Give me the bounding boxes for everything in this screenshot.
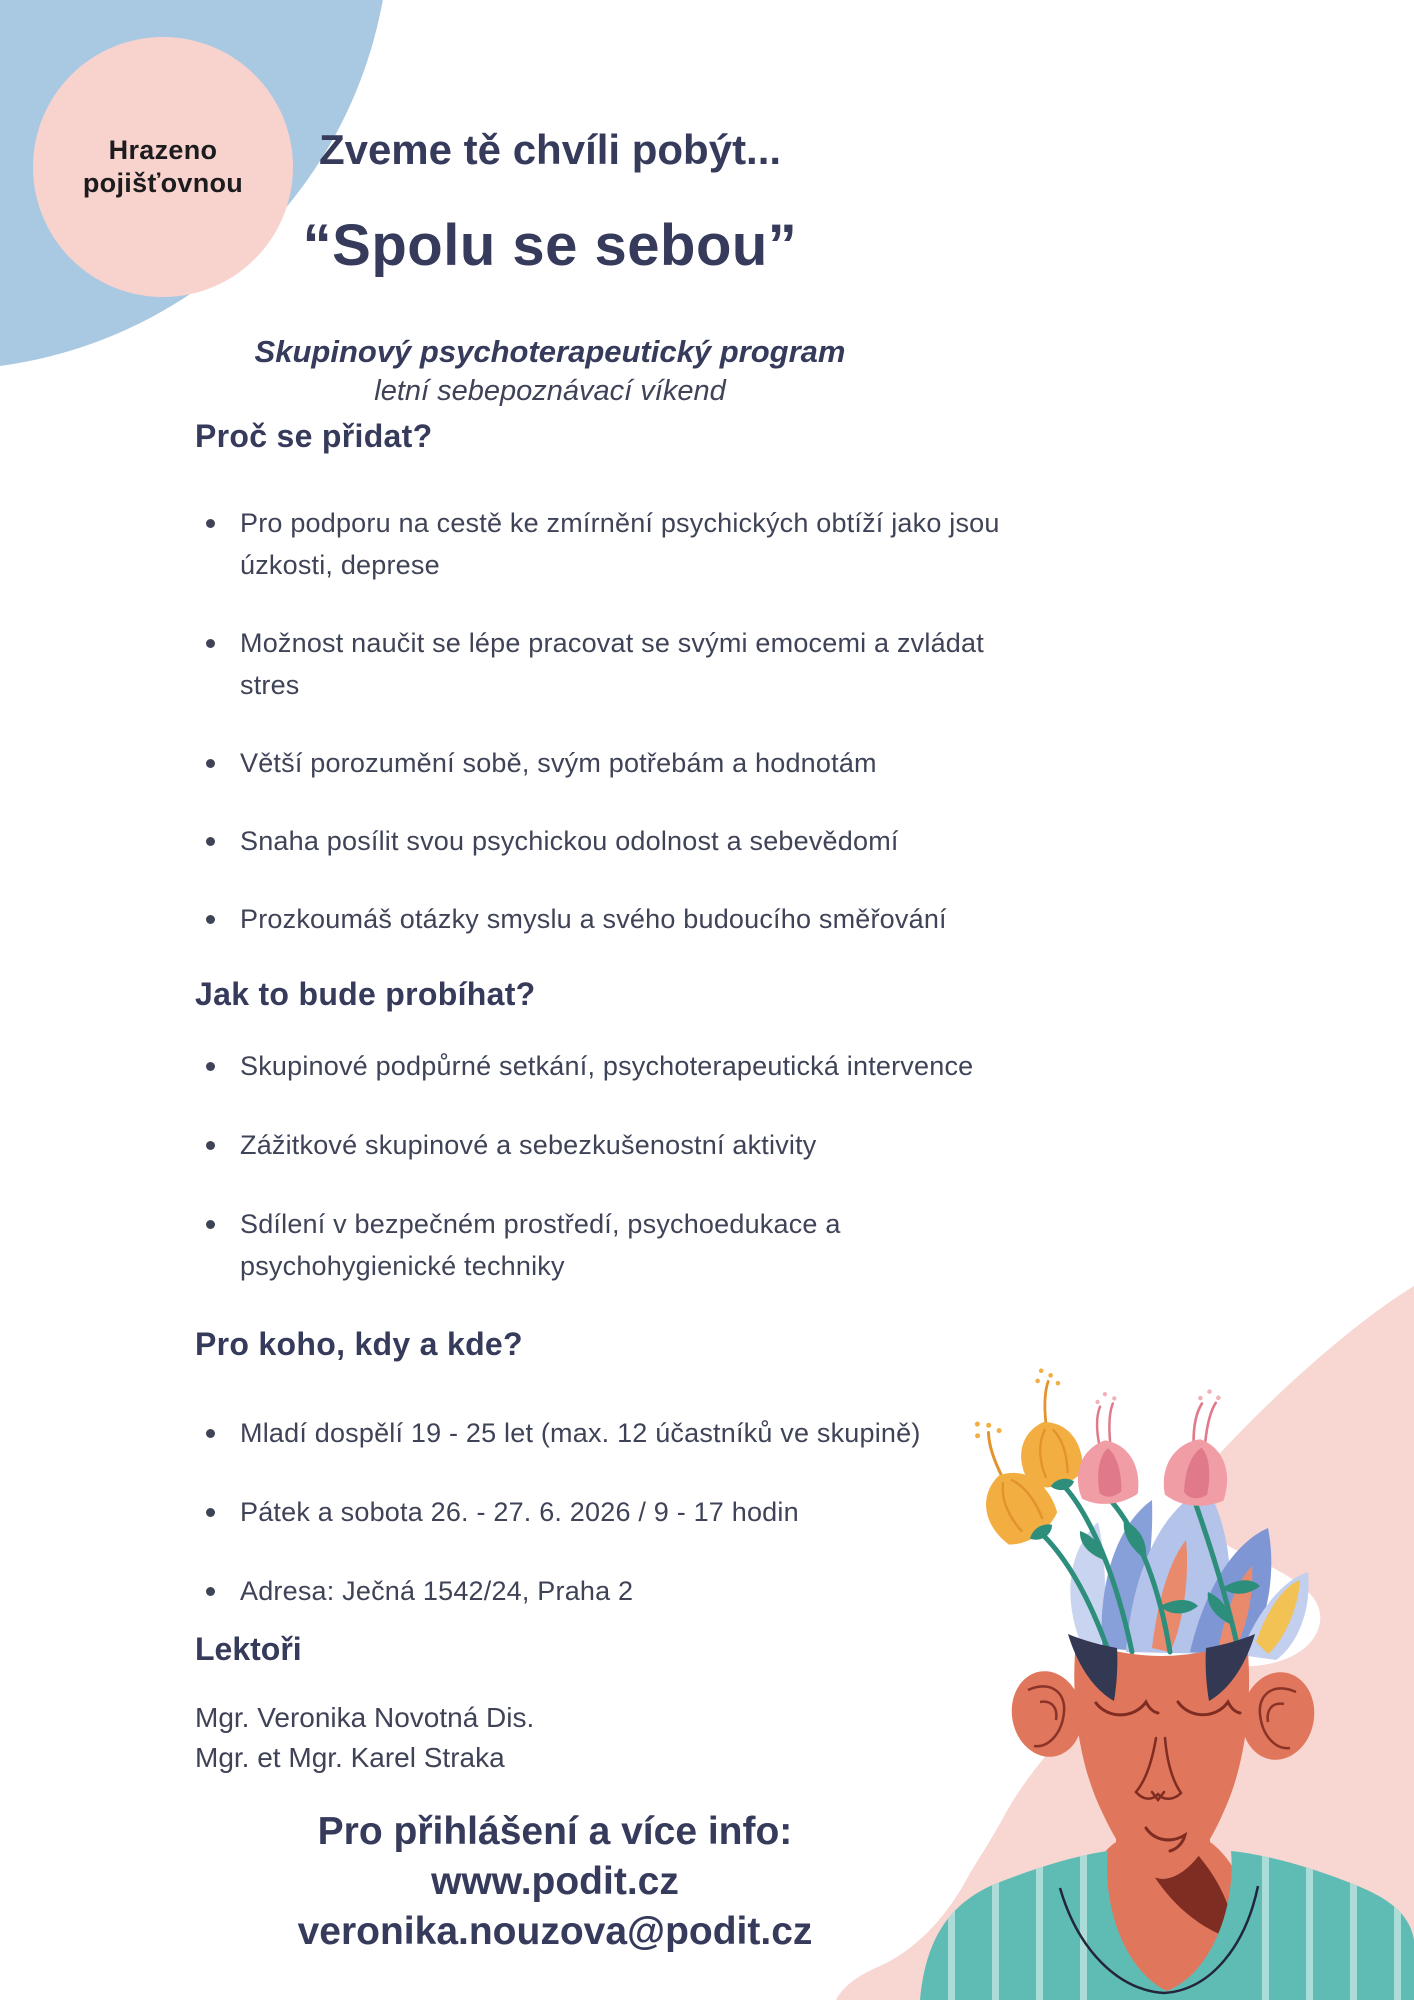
list-item: Možnost naučit se lépe pracovat se svými emocemi a zvládat stres xyxy=(240,622,1050,706)
contact-intro: Pro přihlášení a více info: xyxy=(317,1810,793,1853)
badge-line-1: Hrazeno xyxy=(108,135,218,165)
list-item: Zážitkové skupinové a sebezkušenostní aktivity xyxy=(240,1124,1050,1166)
list-item: Mladí dospělí 19 - 25 let (max. 12 účastníků ve skupině) xyxy=(240,1412,1050,1454)
page-title: “Spolu se sebou” xyxy=(302,213,798,278)
weekend-subtitle: letní sebepoznávací víkend xyxy=(374,375,726,407)
list-item: Prozkoumáš otázky smyslu a svého budoucího směřování xyxy=(240,898,1050,940)
section-heading-who-when-where: Pro koho, kdy a kde? xyxy=(195,1326,523,1362)
badge-line-2: pojišťovnou xyxy=(82,168,244,198)
why-join-list xyxy=(240,502,1050,976)
section-heading-how-it-works: Jak to bude probíhat? xyxy=(195,976,536,1012)
website-url: www.podit.cz xyxy=(431,1860,679,1903)
list-item: Pátek a sobota 26. - 27. 6. 2026 / 9 - 17 hodin xyxy=(240,1491,1050,1533)
list-item: Pro podporu na cestě ke zmírnění psychických obtíží jako jsou úzkosti, deprese xyxy=(240,502,1050,586)
lecturer-name: Mgr. Veronika Novotná Dis. xyxy=(195,1702,535,1733)
contact-email: veronika.nouzova@podit.cz xyxy=(297,1910,813,1953)
lecturer-names xyxy=(195,1698,534,1778)
list-item: Větší porozumění sobě, svým potřebám a hodnotám xyxy=(240,742,1050,784)
list-item: Skupinové podpůrné setkání, psychoterapeutická intervence xyxy=(240,1045,1050,1087)
section-heading-why-join: Proč se přidat? xyxy=(195,418,433,454)
list-item: Adresa: Ječná 1542/24, Praha 2 xyxy=(240,1570,1050,1612)
program-subtitle: Skupinový psychoterapeutický program xyxy=(254,334,846,369)
list-item: Snaha posílit svou psychickou odolnost a sebevědomí xyxy=(240,820,1050,862)
list-item: Sdílení v bezpečném prostředí, psychoedukace a psychohygienické techniky xyxy=(240,1203,970,1287)
person-with-flowers-illustration xyxy=(560,1230,1414,2000)
intro-line: Zveme tě chvíli pobýt... xyxy=(318,126,782,173)
lecturer-name: Mgr. et Mgr. Karel Straka xyxy=(195,1742,505,1773)
section-heading-lecturers: Lektoři xyxy=(195,1631,302,1667)
